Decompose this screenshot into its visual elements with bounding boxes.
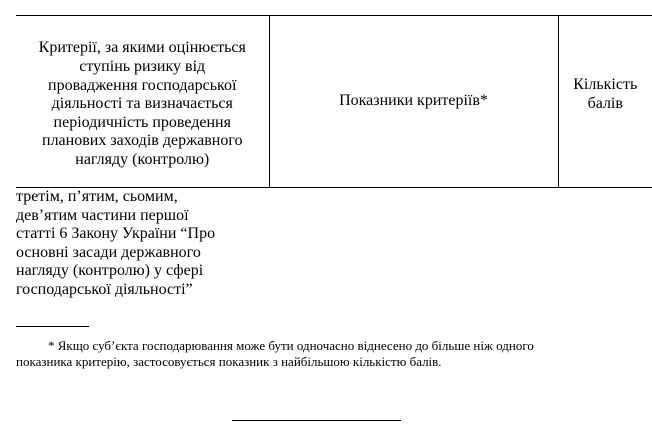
- header-points-line: балів: [587, 94, 623, 112]
- header-criteria-line: Критерії, за якими оцінюється: [38, 39, 246, 57]
- header-indicators: Показники критеріїв*: [269, 16, 558, 188]
- table-header-row: [16, 16, 652, 188]
- footnote: [16, 338, 636, 370]
- header-points-line: Кількість: [573, 75, 638, 93]
- footnote-line: * Якщо суб’єкта господарювання може бути одночасно віднесено до більше ніж одного: [48, 338, 534, 353]
- table-row: [16, 188, 652, 300]
- footnote-separator: [16, 326, 89, 327]
- criteria-table: [16, 15, 652, 300]
- continuation-line: основні засади державного: [16, 243, 201, 261]
- header-criteria-line: періодичність проведення: [53, 113, 231, 131]
- header-criteria: [16, 16, 269, 188]
- continuation-line: дев’ятим частини першої: [16, 206, 189, 224]
- continuation-line: нагляду (контролю) у сфері: [16, 262, 204, 280]
- header-criteria-line: провадження господарської: [48, 76, 237, 94]
- end-of-document-line: [232, 420, 401, 421]
- continuation-line: господарської діяльності”: [16, 280, 193, 298]
- indicators-empty-cell: [269, 188, 558, 300]
- header-criteria-line: діяльності та визначається: [51, 95, 233, 113]
- footnote-line: показника критерію, застосовується показник з найбільшою кількістю балів.: [16, 354, 442, 369]
- continuation-line: статті 6 Закону України “Про: [16, 225, 216, 243]
- criteria-continuation-cell: [16, 188, 269, 300]
- points-empty-cell: [558, 188, 652, 300]
- header-criteria-line: планових заходів державного: [42, 132, 243, 150]
- header-criteria-line: нагляду (контролю): [75, 150, 210, 168]
- header-points: [558, 16, 652, 188]
- header-criteria-line: ступінь ризику від: [79, 58, 206, 76]
- continuation-line: третім, п’ятим, сьомим,: [16, 188, 178, 205]
